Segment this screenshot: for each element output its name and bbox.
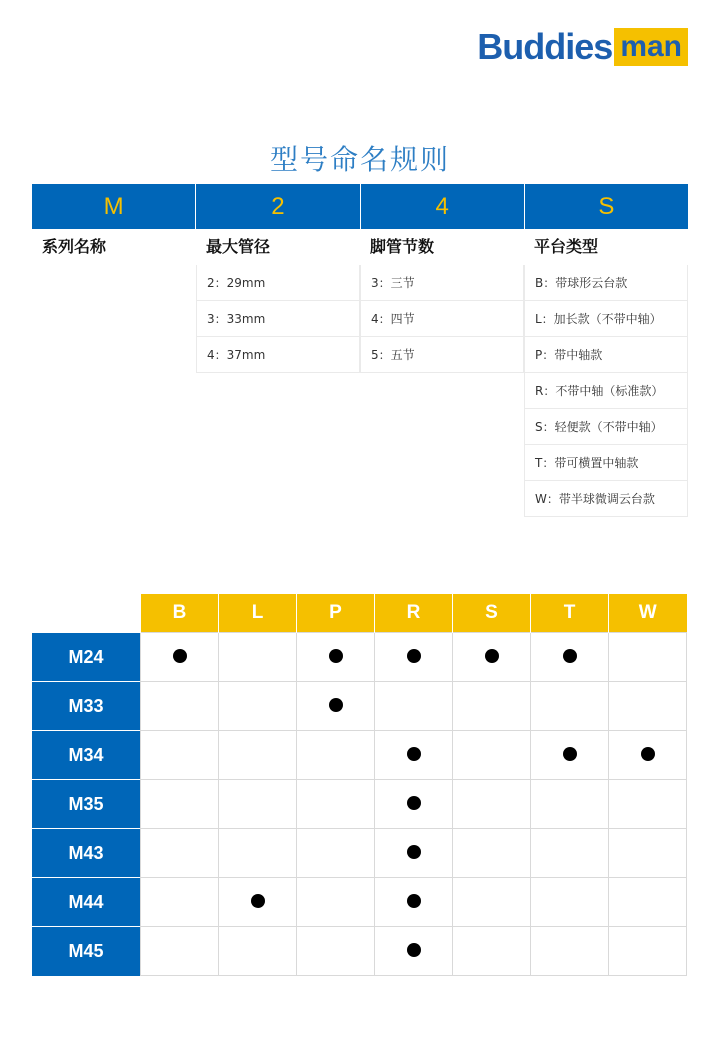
naming-option: 3：33mm xyxy=(196,301,360,337)
matrix-row-model: M35 xyxy=(32,780,141,829)
matrix-cell xyxy=(141,927,219,976)
matrix-cell xyxy=(609,829,687,878)
page-title: 型号命名规则 xyxy=(269,143,450,176)
matrix-cell xyxy=(609,682,687,731)
matrix-cell xyxy=(531,780,609,829)
available-dot-icon xyxy=(173,649,187,663)
naming-column-series xyxy=(32,229,196,517)
matrix-cell xyxy=(531,633,609,682)
naming-option: 4：37mm xyxy=(196,337,360,373)
naming-column-sections xyxy=(360,229,524,517)
matrix-cell xyxy=(609,878,687,927)
naming-option: 4：四节 xyxy=(360,301,524,337)
matrix-column-header: B xyxy=(141,594,219,633)
matrix-cell xyxy=(219,927,297,976)
logo-text-buddies: Buddies xyxy=(477,26,613,67)
matrix-row xyxy=(32,633,687,682)
naming-option: P：带中轴款 xyxy=(524,337,688,373)
matrix-cell xyxy=(375,633,453,682)
matrix-row xyxy=(32,927,687,976)
naming-option: T：带可横置中轴款 xyxy=(524,445,688,481)
matrix-row xyxy=(32,829,687,878)
matrix-cell xyxy=(297,878,375,927)
matrix-cell xyxy=(141,731,219,780)
available-dot-icon xyxy=(407,943,421,957)
naming-option: L：加长款（不带中轴） xyxy=(524,301,688,337)
available-dot-icon xyxy=(563,649,577,663)
available-dot-icon xyxy=(485,649,499,663)
matrix-row-model: M33 xyxy=(32,682,141,731)
matrix-row-model: M45 xyxy=(32,927,141,976)
available-dot-icon xyxy=(407,845,421,859)
code-digit-diameter: 2 xyxy=(196,184,360,229)
naming-header: 最大管径 xyxy=(206,237,271,256)
compatibility-matrix xyxy=(32,594,687,976)
matrix-cell xyxy=(453,682,531,731)
matrix-cell xyxy=(453,878,531,927)
matrix-cell xyxy=(141,878,219,927)
matrix-cell xyxy=(297,780,375,829)
naming-option: R：不带中轴（标准款） xyxy=(524,373,688,409)
matrix-row-model: M43 xyxy=(32,829,141,878)
matrix-column-header: R xyxy=(375,594,453,633)
available-dot-icon xyxy=(407,649,421,663)
matrix-cell xyxy=(453,829,531,878)
available-dot-icon xyxy=(251,894,265,908)
matrix-cell xyxy=(297,731,375,780)
matrix-cell xyxy=(297,682,375,731)
naming-option: 5：五节 xyxy=(360,337,524,373)
naming-option: W：带半球微调云台款 xyxy=(524,481,688,517)
matrix-row xyxy=(32,731,687,780)
available-dot-icon xyxy=(329,649,343,663)
naming-option: B：带球形云台款 xyxy=(524,265,688,301)
matrix-cell xyxy=(531,682,609,731)
matrix-cell xyxy=(375,878,453,927)
matrix-corner xyxy=(32,594,141,633)
available-dot-icon xyxy=(407,894,421,908)
matrix-cell xyxy=(531,829,609,878)
matrix-column-header: P xyxy=(297,594,375,633)
matrix-cell xyxy=(531,731,609,780)
matrix-cell xyxy=(375,780,453,829)
available-dot-icon xyxy=(407,796,421,810)
naming-column-platform xyxy=(524,229,688,517)
available-dot-icon xyxy=(329,698,343,712)
naming-header: 系列名称 xyxy=(42,237,107,256)
code-digit-sections: 4 xyxy=(361,184,525,229)
naming-option: S：轻便款（不带中轴） xyxy=(524,409,688,445)
matrix-cell xyxy=(609,780,687,829)
matrix-cell xyxy=(531,927,609,976)
matrix-cell xyxy=(375,927,453,976)
matrix-cell xyxy=(297,633,375,682)
available-dot-icon xyxy=(407,747,421,761)
matrix-cell xyxy=(141,633,219,682)
naming-option: 3：三节 xyxy=(360,265,524,301)
matrix-column-header: S xyxy=(453,594,531,633)
matrix-cell xyxy=(609,927,687,976)
matrix-cell xyxy=(219,682,297,731)
matrix-row xyxy=(32,780,687,829)
matrix-cell xyxy=(609,633,687,682)
matrix-cell xyxy=(609,731,687,780)
matrix-row xyxy=(32,878,687,927)
available-dot-icon xyxy=(563,747,577,761)
matrix-column-header: L xyxy=(219,594,297,633)
matrix-row-model: M34 xyxy=(32,731,141,780)
matrix-column-header: W xyxy=(609,594,687,633)
matrix-row-model: M24 xyxy=(32,633,141,682)
matrix-cell xyxy=(297,927,375,976)
matrix-cell xyxy=(375,682,453,731)
matrix-cell xyxy=(219,633,297,682)
model-code-row xyxy=(32,184,688,229)
matrix-cell xyxy=(141,780,219,829)
matrix-cell xyxy=(453,633,531,682)
matrix-cell xyxy=(453,731,531,780)
naming-option: 2：29mm xyxy=(196,265,360,301)
matrix-cell xyxy=(375,829,453,878)
available-dot-icon xyxy=(641,747,655,761)
code-letter-series: M xyxy=(32,184,196,229)
matrix-cell xyxy=(531,878,609,927)
brand-logo xyxy=(477,28,688,66)
matrix-row-model: M44 xyxy=(32,878,141,927)
matrix-cell xyxy=(375,731,453,780)
matrix-cell xyxy=(453,927,531,976)
code-letter-platform: S xyxy=(598,192,615,220)
naming-column-diameter xyxy=(196,229,360,517)
logo-text-man: man xyxy=(614,28,688,66)
matrix-cell xyxy=(219,829,297,878)
matrix-cell xyxy=(141,682,219,731)
matrix-column-header: T xyxy=(531,594,609,633)
matrix-cell xyxy=(141,829,219,878)
naming-header: 脚管节数 xyxy=(370,237,435,256)
matrix-cell xyxy=(219,780,297,829)
naming-header: 平台类型 xyxy=(534,237,599,256)
naming-rules xyxy=(32,229,688,517)
matrix-cell xyxy=(453,780,531,829)
matrix-cell xyxy=(219,731,297,780)
matrix-cell xyxy=(297,829,375,878)
matrix-header-row xyxy=(32,594,687,633)
matrix-cell xyxy=(219,878,297,927)
matrix-row xyxy=(32,682,687,731)
